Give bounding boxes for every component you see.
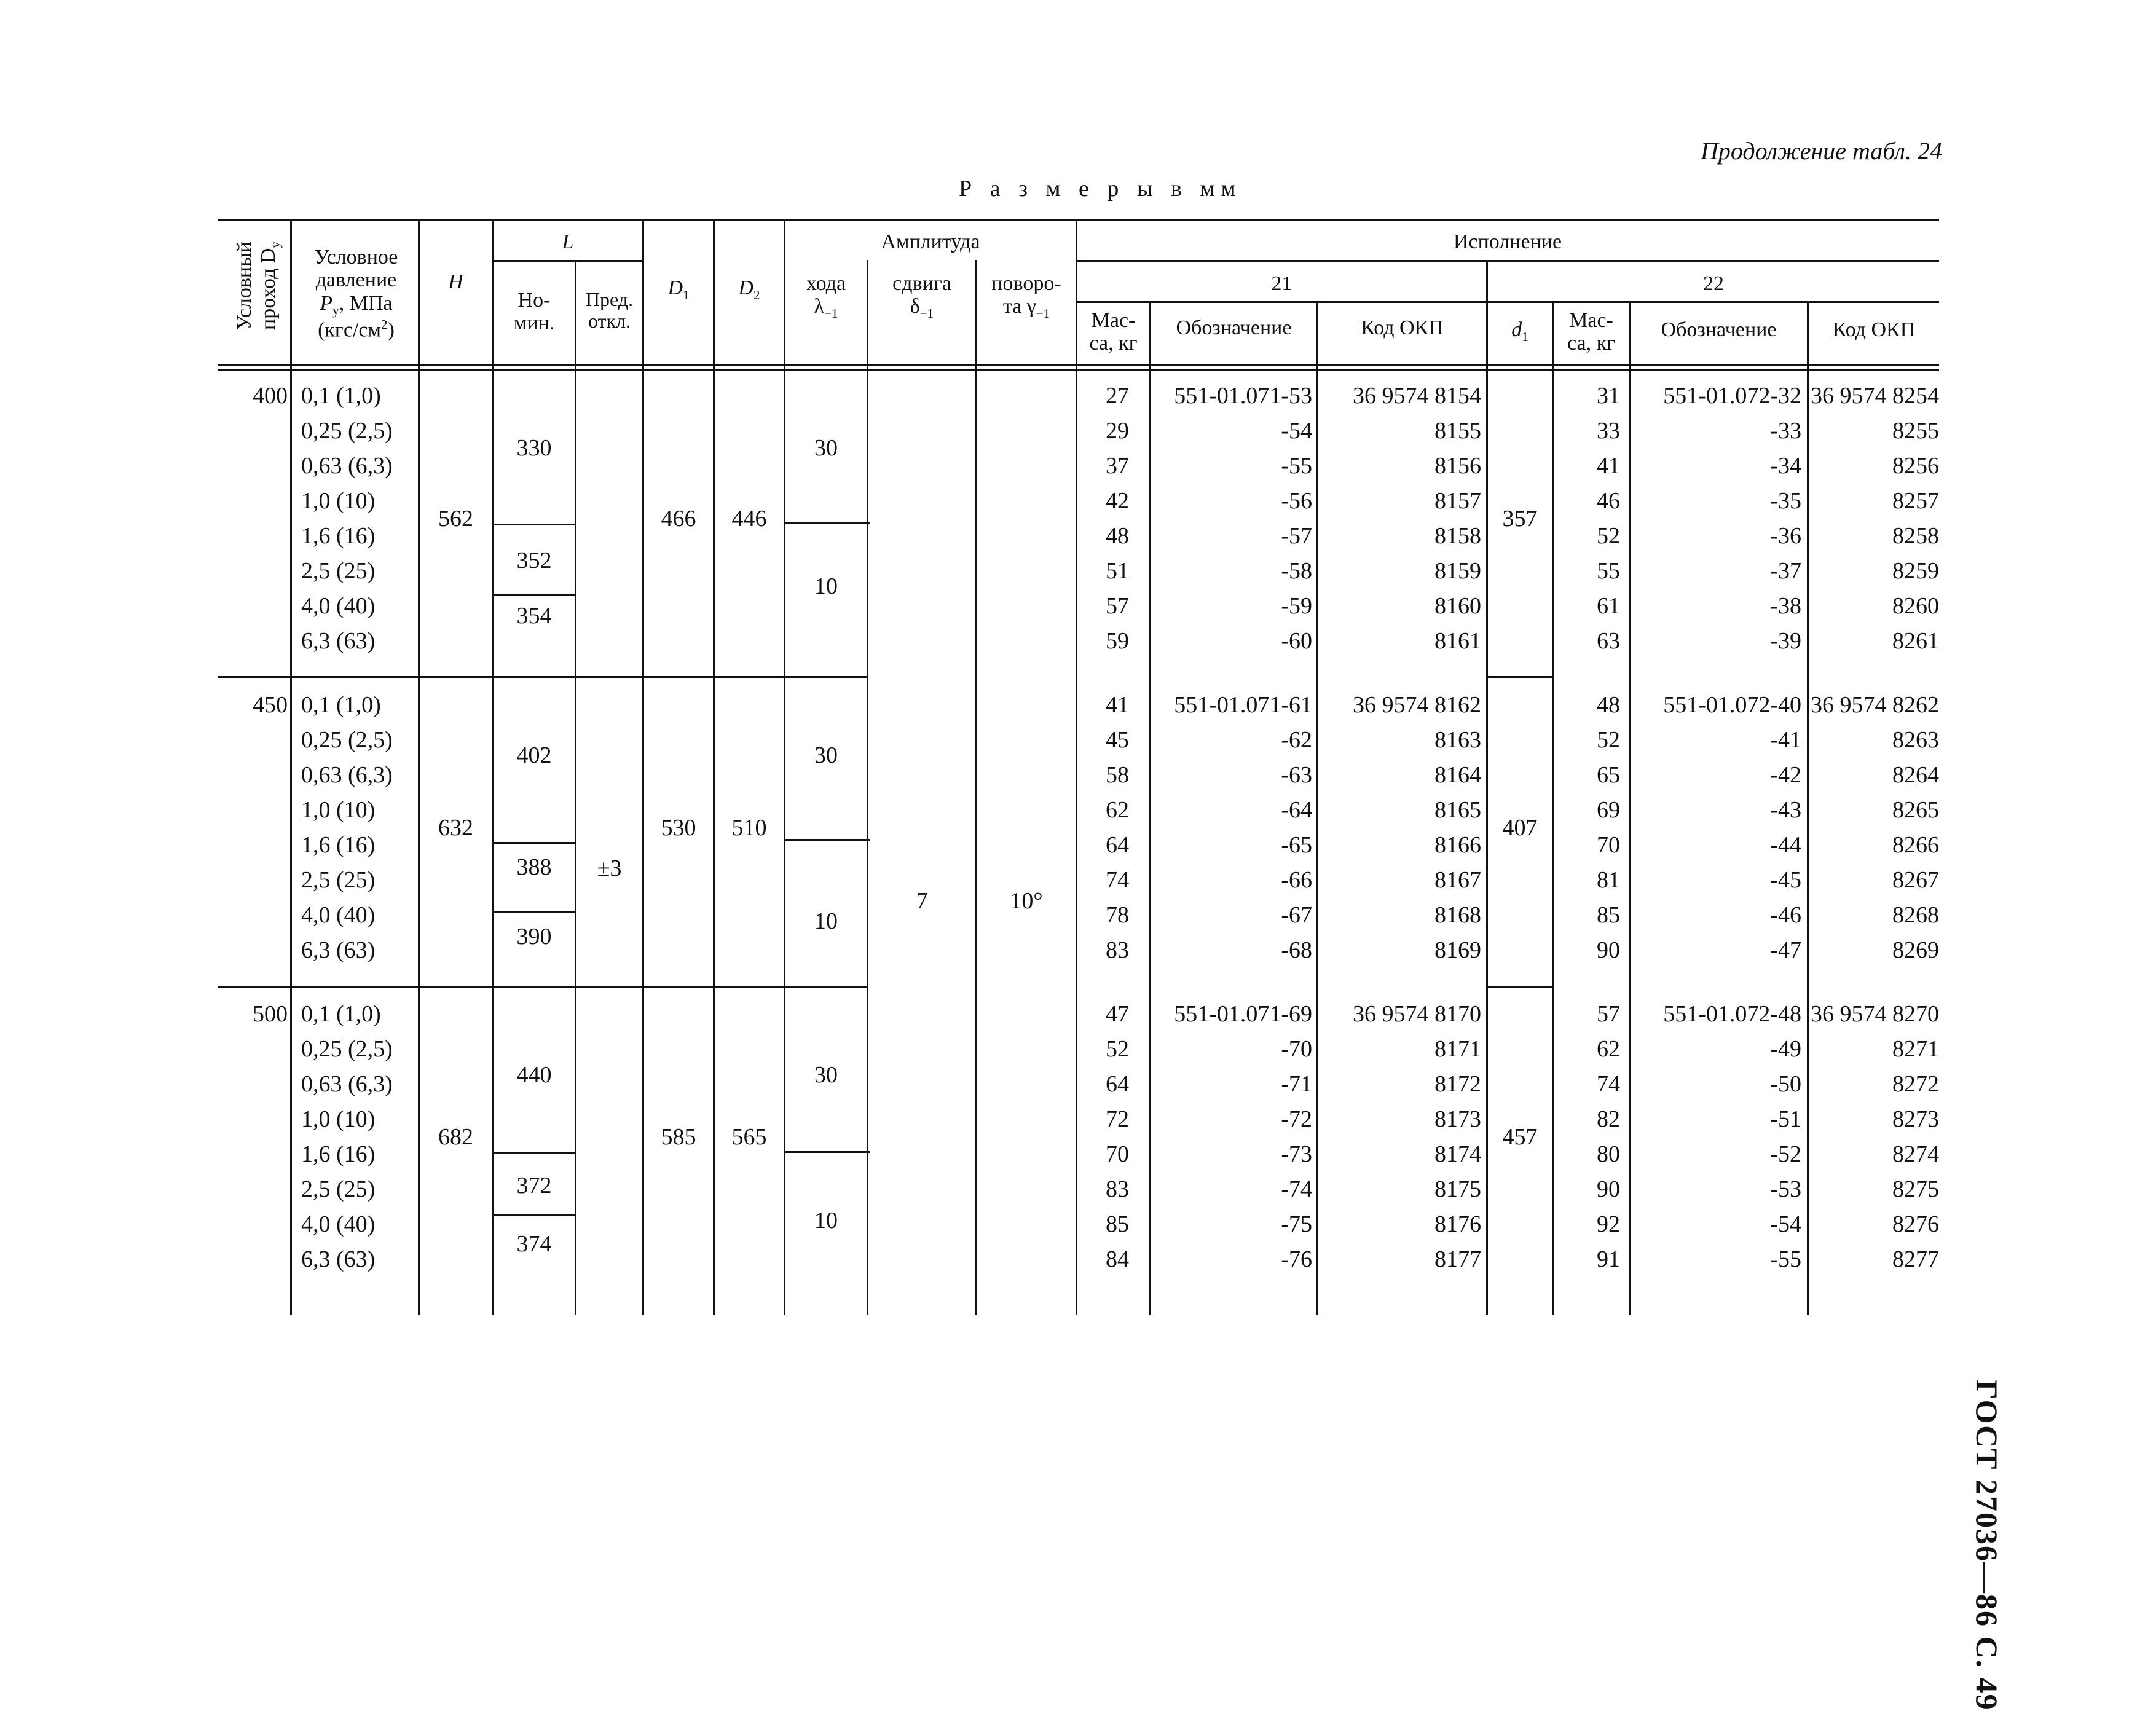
mass-21: 64	[1106, 1071, 1129, 1097]
okp-code-22: 8265	[1892, 797, 1939, 823]
mass-22: 41	[1597, 453, 1620, 479]
length-nominal: 372	[516, 1173, 552, 1198]
okp-code-21: 36 9574 8170	[1353, 1001, 1481, 1027]
pressure: 0,25 (2,5)	[301, 727, 393, 753]
length-nominal: 354	[516, 603, 552, 629]
cell-shift: 7	[916, 888, 928, 914]
length-nominal: 390	[516, 924, 552, 950]
okp-code-22: 36 9574 8262	[1811, 692, 1939, 718]
mass-21: 58	[1106, 762, 1129, 788]
okp-code-21: 8157	[1434, 488, 1481, 514]
mass-22: 52	[1597, 727, 1620, 753]
okp-code-21: 8163	[1434, 727, 1481, 753]
stroke-amplitude: 30	[814, 1062, 838, 1088]
mass-22: 52	[1597, 523, 1620, 549]
okp-code-21: 8168	[1434, 902, 1481, 928]
pressure: 0,25 (2,5)	[301, 418, 393, 444]
designation-22: -43	[1770, 797, 1801, 823]
okp-code-22: 8268	[1892, 902, 1939, 928]
okp-code-21: 36 9574 8162	[1353, 692, 1481, 718]
designation-21: -68	[1281, 937, 1312, 963]
designation-21: -76	[1281, 1246, 1312, 1272]
mass-21: 64	[1106, 832, 1129, 858]
diameter-D2: 565	[731, 1123, 767, 1150]
okp-code-21: 36 9574 8154	[1353, 383, 1481, 409]
mass-21: 45	[1106, 727, 1129, 753]
okp-code-22: 8269	[1892, 937, 1939, 963]
pressure: 1,0 (10)	[301, 797, 376, 823]
mass-21: 74	[1106, 867, 1129, 893]
okp-code-21: 8161	[1434, 628, 1481, 654]
length-nominal: 388	[516, 854, 552, 880]
pressure: 0,63 (6,3)	[301, 453, 393, 479]
mass-21: 52	[1106, 1036, 1129, 1062]
header-execution-21: 21	[1271, 272, 1292, 295]
mass-22: 69	[1597, 797, 1620, 823]
okp-code-21: 8166	[1434, 832, 1481, 858]
header-L-nominal: Но- мин.	[513, 289, 555, 335]
header-okp-21: Код ОКП	[1361, 317, 1444, 339]
designation-21: -54	[1281, 418, 1312, 444]
header-L: L	[562, 230, 574, 253]
header-nominal-bore: Условный проход $D_у$	[233, 241, 283, 331]
mass-22: 62	[1597, 1036, 1620, 1062]
okp-code-21: 8176	[1434, 1211, 1481, 1237]
diameter-d1: 357	[1502, 505, 1538, 532]
designation-22: -37	[1770, 558, 1801, 584]
mass-22: 31	[1597, 383, 1620, 409]
mass-21: 47	[1106, 1001, 1129, 1027]
okp-code-21: 8175	[1434, 1176, 1481, 1202]
header-L-deviation: Пред. откл.	[585, 288, 634, 332]
length-nominal: 402	[516, 742, 552, 768]
designation-22: -35	[1770, 488, 1801, 514]
pressure: 2,5 (25)	[301, 558, 376, 584]
designation-21: -65	[1281, 832, 1312, 858]
mass-21: 70	[1106, 1141, 1129, 1167]
okp-code-21: 8158	[1434, 523, 1481, 549]
designation-22: -51	[1770, 1106, 1801, 1132]
header-designation-22: Обозначение	[1661, 318, 1777, 341]
designation-21: -67	[1281, 902, 1312, 928]
pressure: 1,6 (16)	[301, 832, 376, 858]
designation-21: -74	[1281, 1176, 1312, 1202]
designation-21: 551-01.071-69	[1174, 1001, 1312, 1027]
designation-21: -70	[1281, 1036, 1312, 1062]
pressure: 2,5 (25)	[301, 867, 376, 893]
okp-code-21: 8159	[1434, 558, 1481, 584]
okp-code-21: 8174	[1434, 1141, 1481, 1167]
mass-21: 37	[1106, 453, 1129, 479]
designation-22: -39	[1770, 628, 1801, 654]
mass-21: 51	[1106, 558, 1129, 584]
cell-L-deviation: ±3	[597, 856, 622, 881]
height-H: 632	[438, 814, 473, 841]
designation-22: -53	[1770, 1176, 1801, 1202]
designation-21: -63	[1281, 762, 1312, 788]
designation-22: -34	[1770, 453, 1801, 479]
mass-22: 92	[1597, 1211, 1620, 1237]
diameter-D1: 466	[661, 505, 696, 532]
designation-21: -72	[1281, 1106, 1312, 1132]
designation-21: -71	[1281, 1071, 1312, 1097]
standard-page-label: ГОСТ 27036—86 С. 49	[1970, 1380, 2004, 1711]
designation-22: 551-01.072-48	[1663, 1001, 1801, 1027]
pressure: 0,63 (6,3)	[301, 762, 393, 788]
designation-22: -54	[1770, 1211, 1801, 1237]
designation-21: -57	[1281, 523, 1312, 549]
okp-code-22: 8258	[1892, 523, 1939, 549]
okp-code-22: 8257	[1892, 488, 1939, 514]
mass-21: 59	[1106, 628, 1129, 654]
diameter-D2: 446	[731, 505, 767, 532]
length-nominal: 374	[516, 1231, 552, 1257]
designation-21: -73	[1281, 1141, 1312, 1167]
okp-code-22: 8275	[1892, 1176, 1939, 1202]
designation-22: -46	[1770, 902, 1801, 928]
mass-21: 57	[1106, 593, 1129, 619]
pressure: 1,0 (10)	[301, 1106, 376, 1132]
okp-code-21: 8169	[1434, 937, 1481, 963]
okp-code-22: 8276	[1892, 1211, 1939, 1237]
header-designation-21: Обозначение	[1176, 317, 1292, 339]
designation-22: -33	[1770, 418, 1801, 444]
designation-22: -49	[1770, 1036, 1801, 1062]
stroke-amplitude: 10	[814, 1208, 838, 1233]
diameter-d1: 457	[1502, 1123, 1538, 1150]
okp-code-21: 8177	[1434, 1246, 1481, 1272]
mass-22: 55	[1597, 558, 1620, 584]
pressure: 6,3 (63)	[301, 1246, 376, 1272]
pressure: 4,0 (40)	[301, 593, 376, 619]
mass-22: 81	[1597, 867, 1620, 893]
designation-21: -64	[1281, 797, 1312, 823]
okp-code-22: 36 9574 8270	[1811, 1001, 1939, 1027]
mass-22: 90	[1597, 1176, 1620, 1202]
height-H: 562	[438, 505, 473, 532]
designation-22: -55	[1770, 1246, 1801, 1272]
designation-22: -47	[1770, 937, 1801, 963]
header-execution-22: 22	[1703, 272, 1724, 295]
okp-code-22: 8266	[1892, 832, 1939, 858]
nominal-bore: 400	[253, 383, 288, 409]
mass-21: 48	[1106, 523, 1129, 549]
okp-code-22: 8263	[1892, 727, 1939, 753]
designation-21: 551-01.071-53	[1174, 383, 1312, 409]
mass-22: 48	[1597, 692, 1620, 718]
okp-code-21: 8155	[1434, 418, 1481, 444]
stroke-amplitude: 10	[814, 573, 838, 599]
mass-22: 65	[1597, 762, 1620, 788]
header-execution: Исполнение	[1453, 230, 1562, 253]
diameter-D2: 510	[731, 814, 767, 841]
okp-code-22: 8273	[1892, 1106, 1939, 1132]
pressure: 0,63 (6,3)	[301, 1071, 393, 1097]
designation-22: -41	[1770, 727, 1801, 753]
okp-code-22: 8272	[1892, 1071, 1939, 1097]
designation-21: -75	[1281, 1211, 1312, 1237]
okp-code-21: 8164	[1434, 762, 1481, 788]
designation-21: -56	[1281, 488, 1312, 514]
diameter-D1: 530	[661, 814, 696, 841]
okp-code-21: 8165	[1434, 797, 1481, 823]
pressure: 0,1 (1,0)	[301, 692, 381, 718]
mass-22: 82	[1597, 1106, 1620, 1132]
okp-code-22: 8255	[1892, 418, 1939, 444]
mass-22: 63	[1597, 628, 1620, 654]
sizes-caption: Р а з м е р ы в мм	[959, 176, 1242, 202]
designation-22: -44	[1770, 832, 1801, 858]
nominal-bore: 450	[253, 692, 288, 718]
stroke-amplitude: 10	[814, 908, 838, 934]
mass-21: 72	[1106, 1106, 1129, 1132]
designation-22: -38	[1770, 593, 1801, 619]
designation-21: -66	[1281, 867, 1312, 893]
okp-code-21: 8167	[1434, 867, 1481, 893]
pressure: 6,3 (63)	[301, 628, 376, 654]
designation-22: -50	[1770, 1071, 1801, 1097]
pressure: 2,5 (25)	[301, 1176, 376, 1202]
mass-21: 41	[1106, 692, 1129, 718]
designation-21: -60	[1281, 628, 1312, 654]
mass-21: 83	[1106, 937, 1129, 963]
pressure: 0,1 (1,0)	[301, 383, 381, 409]
okp-code-21: 8173	[1434, 1106, 1481, 1132]
designation-22: 551-01.072-32	[1663, 383, 1801, 409]
okp-code-22: 8274	[1892, 1141, 1939, 1167]
header-nominal-pressure: Условное давление $P_у$, МПа $(кгс/см^2)$	[314, 246, 398, 342]
header-rotation: поворо- та $\gamma_{-1}$	[991, 272, 1061, 321]
header-D1: $D_1$	[667, 277, 690, 302]
nominal-bore: 500	[253, 1001, 288, 1027]
diameter-D1: 585	[661, 1123, 696, 1150]
designation-21: -59	[1281, 593, 1312, 619]
length-nominal: 330	[516, 435, 552, 461]
okp-code-21: 8171	[1434, 1036, 1481, 1062]
designation-21: -62	[1281, 727, 1312, 753]
mass-22: 80	[1597, 1141, 1620, 1167]
header-H: H	[448, 270, 463, 293]
pressure: 0,25 (2,5)	[301, 1036, 393, 1062]
pressure: 1,0 (10)	[301, 488, 376, 514]
header-mass-22: Мас- са, кг	[1567, 309, 1616, 355]
mass-22: 90	[1597, 937, 1620, 963]
mass-21: 78	[1106, 902, 1129, 928]
okp-code-22: 8277	[1892, 1246, 1939, 1272]
okp-code-22: 8256	[1892, 453, 1939, 479]
designation-21: 551-01.071-61	[1174, 692, 1312, 718]
designation-22: 551-01.072-40	[1663, 692, 1801, 718]
header-stroke: хода $\lambda_{-1}$	[806, 272, 846, 321]
stroke-amplitude: 30	[814, 742, 838, 768]
okp-code-22: 8264	[1892, 762, 1939, 788]
okp-code-22: 36 9574 8254	[1811, 383, 1939, 409]
cell-rotation: 10°	[1010, 888, 1043, 914]
continuation-caption: Продолжение табл. 24	[1700, 137, 1942, 165]
mass-22: 85	[1597, 902, 1620, 928]
mass-22: 91	[1597, 1246, 1620, 1272]
designation-22: -45	[1770, 867, 1801, 893]
mass-21: 84	[1106, 1246, 1129, 1272]
mass-22: 74	[1597, 1071, 1620, 1097]
okp-code-22: 8260	[1892, 593, 1939, 619]
okp-code-21: 8172	[1434, 1071, 1481, 1097]
header-d1: $d_1$	[1511, 318, 1528, 344]
mass-21: 85	[1106, 1211, 1129, 1237]
header-amplitude: Амплитуда	[881, 230, 980, 253]
pressure: 0,1 (1,0)	[301, 1001, 381, 1027]
okp-code-22: 8267	[1892, 867, 1939, 893]
okp-code-22: 8261	[1892, 628, 1939, 654]
mass-22: 57	[1597, 1001, 1620, 1027]
pressure: 4,0 (40)	[301, 1211, 376, 1237]
designation-22: -36	[1770, 523, 1801, 549]
pressure: 6,3 (63)	[301, 937, 376, 963]
okp-code-21: 8160	[1434, 593, 1481, 619]
stroke-amplitude: 30	[814, 435, 838, 461]
mass-21: 27	[1106, 383, 1129, 409]
length-nominal: 440	[516, 1062, 552, 1088]
diameter-d1: 407	[1502, 814, 1538, 841]
designation-22: -42	[1770, 762, 1801, 788]
mass-21: 62	[1106, 797, 1129, 823]
okp-code-21: 8156	[1434, 453, 1481, 479]
pressure: 4,0 (40)	[301, 902, 376, 928]
height-H: 682	[438, 1123, 473, 1150]
designation-21: -58	[1281, 558, 1312, 584]
designation-21: -55	[1281, 453, 1312, 479]
mass-21: 42	[1106, 488, 1129, 514]
designation-22: -52	[1770, 1141, 1801, 1167]
mass-22: 33	[1597, 418, 1620, 444]
okp-code-22: 8259	[1892, 558, 1939, 584]
header-shift: сдвига $\delta_{-1}$	[892, 272, 951, 321]
header-mass-21: Мас- са, кг	[1089, 309, 1138, 355]
mass-22: 46	[1597, 488, 1620, 514]
mass-21: 29	[1106, 418, 1129, 444]
mass-21: 83	[1106, 1176, 1129, 1202]
mass-22: 61	[1597, 593, 1620, 619]
header-D2: $D_2$	[738, 277, 760, 302]
mass-22: 70	[1597, 832, 1620, 858]
pressure: 1,6 (16)	[301, 1141, 376, 1167]
header-okp-22: Код ОКП	[1832, 318, 1916, 341]
pressure: 1,6 (16)	[301, 523, 376, 549]
length-nominal: 352	[516, 548, 552, 573]
okp-code-22: 8271	[1892, 1036, 1939, 1062]
